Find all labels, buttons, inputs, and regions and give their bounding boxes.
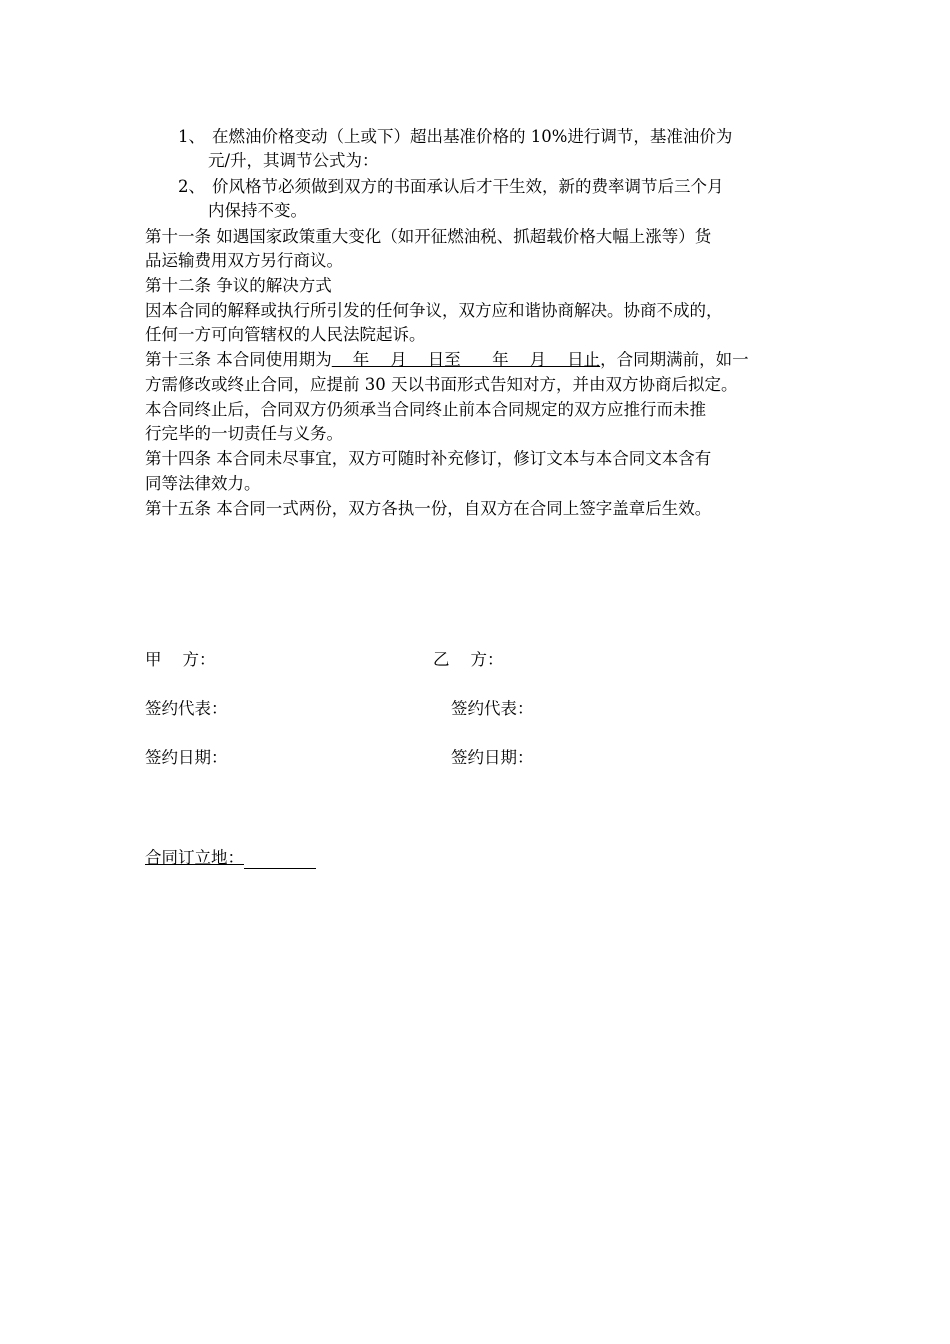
signing-place-blank — [244, 850, 316, 869]
item1-line2: 元/升，其调节公式为： — [208, 151, 379, 170]
item2-line2: 内保持不变。 — [208, 201, 307, 220]
party-a-label: 甲 方： — [145, 650, 216, 669]
article-13-suffix: ，合同期满前，如一 — [600, 350, 749, 369]
list-number-2: 2、 — [178, 177, 205, 196]
article-12-line1: 因本合同的解释或执行所引发的任何争议，双方应和谐协商解决。协商不成的， — [145, 301, 723, 320]
article-13-prefix: 第十三条 本合同使用期为 — [145, 350, 332, 369]
rep-a-label: 签约代表： — [145, 699, 228, 718]
article-13-line3: 本合同终止后，合同双方仍须承当合同终止前本合同规定的双方应推行而未推 — [145, 400, 706, 419]
article-15-line1: 第十五条 本合同一式两份，双方各执一份，自双方在合同上签字盖章后生效。 — [145, 499, 712, 518]
article-11-line2: 品运输费用双方另行商议。 — [145, 251, 343, 270]
date-b-label: 签约日期： — [451, 748, 534, 767]
rep-b-label: 签约代表： — [451, 699, 534, 718]
article-12-title: 第十二条 争议的解决方式 — [145, 276, 332, 295]
article-13-line4: 行完毕的一切责任与义务。 — [145, 424, 343, 443]
signing-place — [145, 847, 316, 869]
article-14-line1: 第十四条 本合同未尽事宜，双方可随时补充修订，修订文本与本合同文本含有 — [145, 449, 712, 468]
contract-period-blank: 年 月 日至 年 月 日止 — [331, 350, 601, 369]
list-number-1: 1、 — [178, 127, 205, 146]
item2-line1: 价风格节必须做到双方的书面承认后才干生效，新的费率调节后三个月 — [212, 177, 724, 196]
article-11-line1: 第十一条 如遇国家政策重大变化（如开征燃油税、抓超载价格大幅上涨等）货 — [145, 227, 712, 246]
signing-place-label: 合同订立地： — [145, 848, 244, 867]
article-13-line1 — [145, 349, 749, 371]
date-a-label: 签约日期： — [145, 748, 228, 767]
party-b-label: 乙 方： — [433, 650, 504, 669]
article-12-line2: 任何一方可向管辖权的人民法院起诉。 — [145, 325, 426, 344]
article-14-line2: 同等法律效力。 — [145, 474, 261, 493]
item1-line1: 在燃油价格变动（上或下）超出基准价格的 10%进行调节，基准油价为 — [212, 127, 733, 146]
article-13-line2: 方需修改或终止合同，应提前 30 天以书面形式告知对方，并由双方协商后拟定。 — [145, 375, 738, 394]
